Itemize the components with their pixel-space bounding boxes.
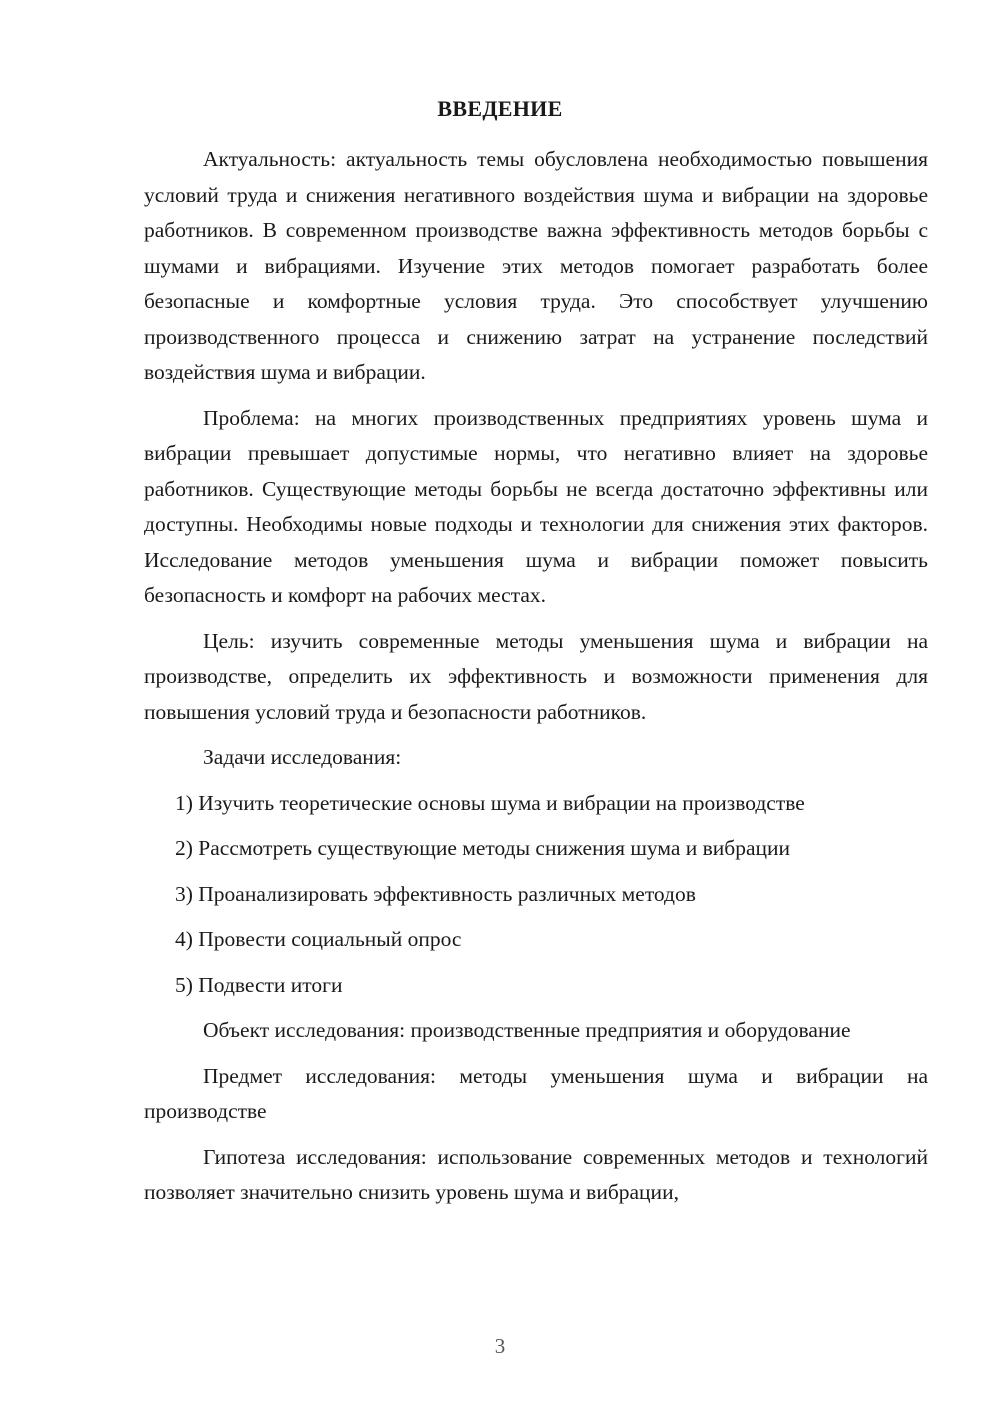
page-content [144, 142, 928, 1211]
relevance-paragraph: Актуальность: актуальность темы обусловлена необходимостью повышения условий труда и снижения негативного воздействия шума и вибрации на здоровье работников. В современном производстве важна эффективность методов борьбы с шумами и вибрациями. Изучение этих методов помогает разработать более безопасные и комфортные условия труда. Это способствует улучшению производственного процесса и снижению затрат на устранение последствий воздействия шума и вибрации. [144, 147, 928, 384]
task-item-2: 2) Рассмотреть существующие методы снижения шума и вибрации [175, 836, 791, 860]
goal-paragraph: Цель: изучить современные методы уменьшения шума и вибрации на производстве, определить их эффективность и возможности применения для повышения условий труда и безопасности работников. [144, 628, 928, 724]
task-item-1: 1) Изучить теоретические основы шума и вибрации на производстве [175, 790, 805, 815]
task-item-3: 3) Проанализировать эффективность различных методов [175, 881, 696, 906]
task-item-4: 4) Провести социальный опрос [175, 927, 462, 951]
tasks-title: Задачи исследования: [203, 745, 402, 769]
section-heading: ВВЕДЕНИЕ [437, 96, 563, 121]
subject-paragraph: Предмет исследования: методы уменьшения шума и вибрации на производстве [144, 1063, 928, 1123]
task-item-5: 5) Подвести итоги [175, 972, 343, 997]
object-paragraph: Объект исследования: производственные предприятия и оборудование [203, 1018, 851, 1042]
page-number: 3 [494, 1334, 506, 1358]
problem-paragraph: Проблема: на многих производственных предприятиях уровень шума и вибрации превышает допустимые нормы, что негативно влияет на здоровье работников. Существующие методы борьбы не всегда достаточно эффективны или доступны. Необходимы новые подходы и технологии для снижения этих факторов. Исследование методов уменьшения шума и вибрации поможет повысить безопасность и комфорт на рабочих местах. [144, 405, 928, 607]
hypothesis-paragraph: Гипотеза исследования: использование современных методов и технологий позволяет значительно снизить уровень шума и вибрации, [144, 1144, 928, 1204]
